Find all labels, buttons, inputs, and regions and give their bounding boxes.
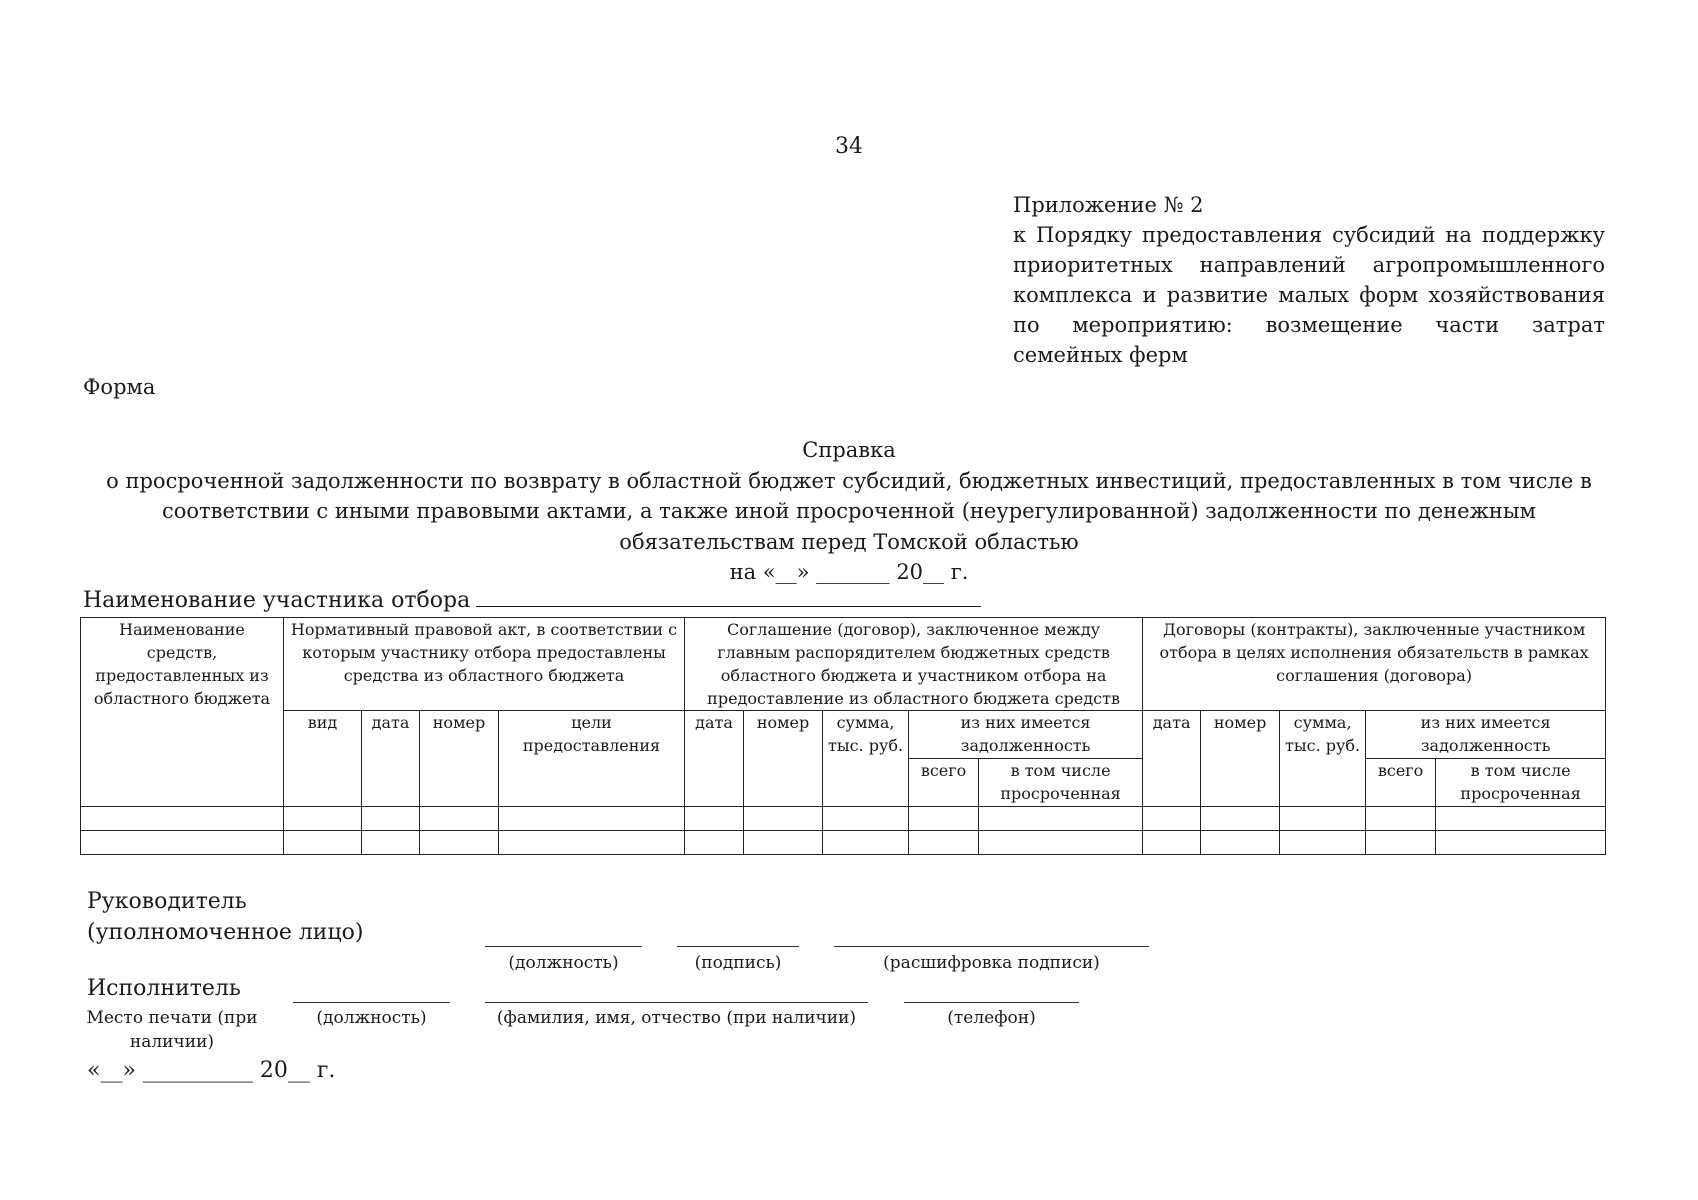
caption-signature: (подпись) [694,953,782,973]
participant-field [83,588,981,613]
table-cell[interactable] [1280,807,1366,831]
table-cell[interactable] [685,807,744,831]
executor-label: Исполнитель [87,976,241,1001]
header-act-date: дата [362,711,420,807]
title-line: обязательствам перед Томской областью [619,529,1079,554]
header-agreement-sum: сумма, тыс. руб. [823,711,909,807]
title-line: о просроченной задолженности по возврату в областной бюджет субсидий, бюджетных инвестиций, предоставленных в том числе в [106,468,1592,493]
header-act-number: номер [420,711,499,807]
header-agreement-debt-overdue: в том числе просроченная [979,759,1143,807]
table-cell[interactable] [362,807,420,831]
header-funds-name: Наименование средств, предоставленных из областного бюджета [81,618,284,807]
header-contract-debt-total: всего [1366,759,1436,807]
appendix-block [1013,190,1605,370]
participant-label: Наименование участника отбора [83,588,471,613]
table-cell[interactable] [1366,807,1436,831]
table-cell[interactable] [685,831,744,855]
table-cell[interactable] [499,831,685,855]
title-date-line: на «__» _______ 20__ г. [729,560,969,584]
table-cell[interactable] [1201,831,1280,855]
header-act-purpose: цели предоставления [499,711,685,807]
header-contracts: Договоры (контракты), заключенные участником отбора в целях исполнения обязательств в рамках соглашения (договора) [1143,618,1606,711]
table-cell[interactable] [420,807,499,831]
caption-phone: (телефон) [947,1008,1036,1028]
table-cell[interactable] [823,807,909,831]
page-number: 34 [835,134,863,159]
table-cell[interactable] [1143,831,1201,855]
appendix-line: семейных ферм [1013,343,1188,367]
executor-phone-line[interactable] [904,1002,1079,1003]
header-legal-act: Нормативный правовой акт, в соответствии с которым участнику отбора предоставлены средства из областного бюджета [284,618,685,711]
header-agreement-debt: из них имеется задолженность [909,711,1143,759]
header-agreement-number: номер [744,711,823,807]
caption-position: (должность) [508,953,619,973]
header-contract-date: дата [1143,711,1201,807]
caption-executor-position: (должность) [316,1008,427,1028]
executor-name-line[interactable] [485,1002,868,1003]
header-agreement-debt-total: всего [909,759,979,807]
table-cell[interactable] [1436,807,1606,831]
table-cell[interactable] [362,831,420,855]
table-cell[interactable] [420,831,499,855]
table-cell[interactable] [823,831,909,855]
table-cell[interactable] [1280,831,1366,855]
debt-table [80,617,1606,855]
table-cell[interactable] [744,807,823,831]
header-contract-debt: из них имеется задолженность [1366,711,1606,759]
table-cell[interactable] [979,831,1143,855]
head-decoding-line[interactable] [834,946,1149,947]
header-agreement-date: дата [685,711,744,807]
header-act-type: вид [284,711,362,807]
appendix-line: к Порядку предоставления субсидий на поддержку [1013,223,1605,247]
document-title [60,435,1638,588]
title-heading: Справка [802,438,896,462]
appendix-title: Приложение № 2 [1013,193,1204,217]
table-cell[interactable] [81,807,284,831]
appendix-line: по мероприятию: возмещение части затрат [1013,313,1605,337]
head-signature-line[interactable] [677,946,799,947]
table-row [81,831,1606,855]
table-cell[interactable] [284,807,362,831]
header-contract-number: номер [1201,711,1280,807]
header-contract-sum: сумма, тыс. руб. [1280,711,1366,807]
form-label: Форма [83,375,156,399]
signature-date: «__» __________ 20__ г. [87,1058,336,1083]
caption-fullname: (фамилия, имя, отчество (при наличии) [496,1008,857,1028]
table-cell[interactable] [1143,807,1201,831]
table-cell[interactable] [284,831,362,855]
head-position-line[interactable] [485,946,642,947]
table-cell[interactable] [1436,831,1606,855]
table-cell[interactable] [909,831,979,855]
table-cell[interactable] [909,807,979,831]
header-contract-debt-overdue: в том числе просроченная [1436,759,1606,807]
table-cell[interactable] [499,807,685,831]
table-cell[interactable] [1201,807,1280,831]
table-cell[interactable] [1366,831,1436,855]
title-line: соответствии с иными правовыми актами, а также иной просроченной (неурегулированной) задолженности по денежным [162,499,1536,523]
table-cell[interactable] [979,807,1143,831]
appendix-line: комплекса и развитие малых форм хозяйствования [1013,283,1605,307]
stamp-place: Место печати (при наличии) [86,1008,258,1052]
header-agreement: Соглашение (договор), заключенное между главным распорядителем бюджетных средств областного бюджета и участником отбора на предоставление из областного бюджета средств [685,618,1143,711]
table-row [81,807,1606,831]
caption-decoding: (расшифровка подписи) [883,953,1100,973]
table-cell[interactable] [744,831,823,855]
table-cell[interactable] [81,831,284,855]
participant-blank[interactable] [476,605,981,607]
head-label: Руководитель [87,889,247,914]
executor-position-line[interactable] [293,1002,450,1003]
appendix-line: приоритетных направлений агропромышленного [1013,253,1605,277]
head-label-sub: (уполномоченное лицо) [87,920,364,945]
